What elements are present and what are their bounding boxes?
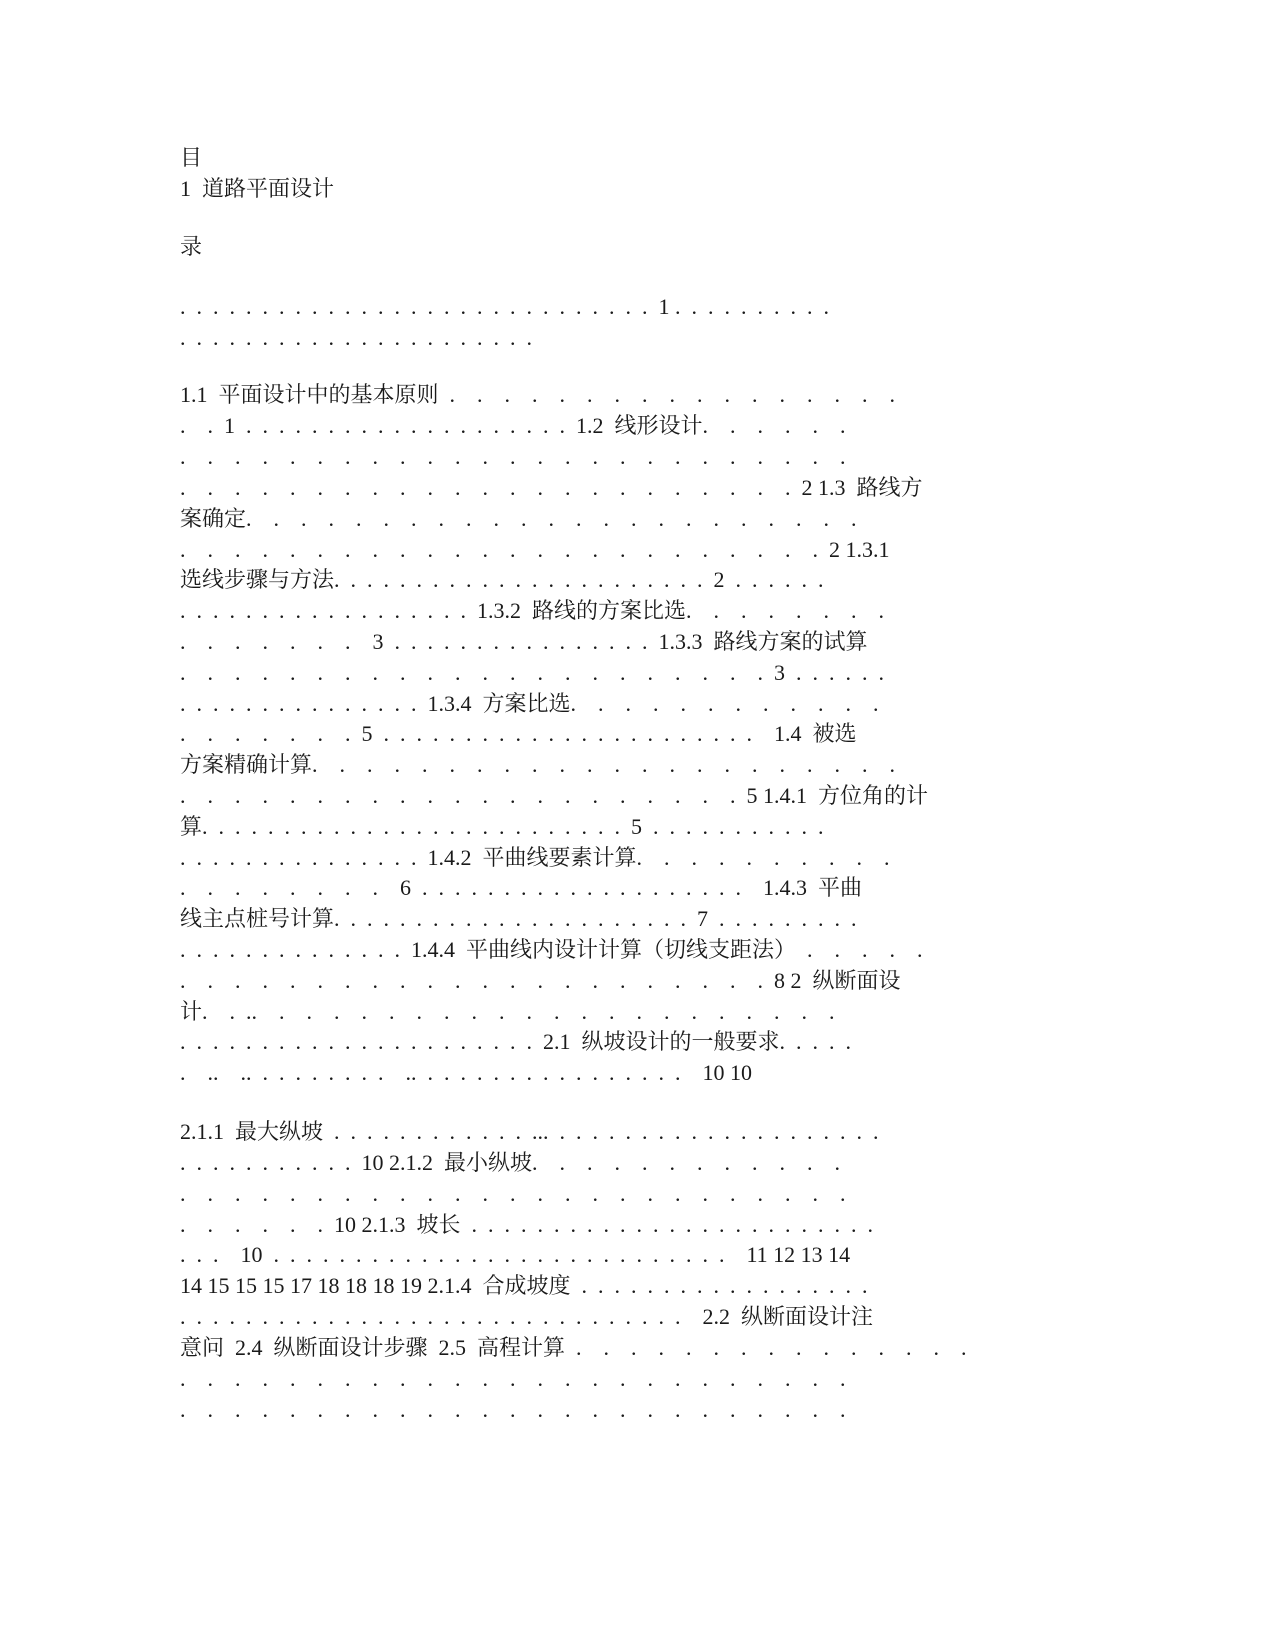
toc-line: 案确定. . . . . . . . . . . . . . . . . . . . . . . bbox=[180, 506, 857, 531]
toc-line: 14 15 15 15 17 18 18 18 19 2.1.4 合成坡度 . . . . . . . . . . . . . . . . . . bbox=[180, 1273, 868, 1298]
toc-line: . . . . . . . . 6 . . . . . . . . . . . . . . . . . . . . 1.4.3 平曲 bbox=[180, 875, 863, 900]
toc-line: . . . . . . . 5 . . . . . . . . . . . . . . . . . . . . . . . 1.4 被选 bbox=[180, 721, 857, 746]
toc-line: . . . . . . . . . . . 10 2.1.2 最小纵坡. . . . . . . . . . . . bbox=[180, 1150, 841, 1175]
toc-line: . . . . . . . . . . . . . . . . . . . . . . . . . . . . . 1 . . . . . . . . . . bbox=[180, 294, 829, 319]
toc-line: . . . . . . . . . . . . . . . . . . . . . . bbox=[180, 325, 532, 350]
toc-line: . . . . . . . . . . . . . . . 1.3.4 方案比选. . . . . . . . . . . . bbox=[180, 691, 879, 716]
toc-line: . . . . . . . . . . . . . . . . . . . . . . 2.1 纵坡设计的一般要求. . . . . bbox=[180, 1029, 852, 1054]
toc-line: . . . . . . . . . . . . . . . . . . . . . . 3 . . . . . . bbox=[180, 660, 884, 685]
toc-line: . . . . . . . . . . . . . . . . . . 1.3.2 路线的方案比选. . . . . . . . bbox=[180, 598, 885, 623]
toc-line: . . . . . . . . . . . . . . . . . . . . . 5 1.4.1 方位角的计 bbox=[180, 783, 929, 808]
toc-line: . . . . . . . . . . . . . . . . . . . . . . . . . . . . . . . 2.2 纵断面设计注 bbox=[180, 1304, 874, 1329]
toc-line: 线主点桩号计算. . . . . . . . . . . . . . . . . . . . . . 7 . . . . . . . . . bbox=[180, 906, 857, 931]
toc-line: . . 1 . . . . . . . . . . . . . . . . . . . . 1.2 线形设计. . . . . . bbox=[180, 413, 846, 438]
toc-line: . .. .. . . . . . . . . .. . . . . . . . . . . . . . . . . 10 10 bbox=[180, 1060, 752, 1085]
toc-line: . . . . . . . . . . . . . . . . . . . . . . . . . bbox=[180, 444, 846, 469]
toc-line: 选线步骤与方法. . . . . . . . . . . . . . . . . . . . . . . 2 . . . . . . bbox=[180, 567, 824, 592]
toc-line: . . . . . . . . . . . . . . . . . . . . . . . 2 1.3 路线方 bbox=[180, 475, 923, 500]
toc-line: 意问 2.4 纵断面设计步骤 2.5 高程计算 . . . . . . . . . . . . . . . bbox=[180, 1335, 967, 1360]
heading-char-lu: 录 bbox=[180, 234, 203, 259]
toc-line: . . . . . . 10 2.1.3 坡长 . . . . . . . . . . . . . . . . . . . . . . . . . bbox=[180, 1212, 874, 1237]
toc-line: . . . . . . . 3 . . . . . . . . . . . . . . . . 1.3.3 路线方案的试算 bbox=[180, 629, 868, 654]
toc-line: . . . . . . . . . . . . . . . . . . . . . . 8 2 纵断面设 bbox=[180, 968, 901, 993]
toc-line: 计. . .. . . . . . . . . . . . . . . . . . . . . . bbox=[180, 999, 835, 1024]
heading-char-mu: 目 bbox=[180, 145, 203, 170]
toc-line: . . . . . . . . . . . . . . 1.4.4 平曲线内设计计算（切线支距法） . . . . . bbox=[180, 937, 923, 962]
chapter-1-title: 1 道路平面设计 bbox=[180, 176, 335, 201]
toc-line: 算. . . . . . . . . . . . . . . . . . . . . . . . . . 5 . . . . . . . . . . . bbox=[180, 814, 824, 839]
toc-line: . . . . . . . . . . . . . . . . . . . . . . . . . bbox=[180, 1181, 846, 1206]
toc-line: . . . . . . . . . . . . . . . . . . . . . . . . . bbox=[180, 1366, 846, 1391]
toc-line: . . . . . . . . . . . . . . . . . . . . . . . . 2 1.3.1 bbox=[180, 537, 890, 562]
toc-line: 方案精确计算. . . . . . . . . . . . . . . . . . . . . . bbox=[180, 752, 896, 777]
toc-line: . . . . . . . . . . . . . . . 1.4.2 平曲线要素计算. . . . . . . . . . bbox=[180, 845, 890, 870]
toc-line: 1.1 平面设计中的基本原则 . . . . . . . . . . . . . . . . . bbox=[180, 382, 896, 407]
toc-line: . . . . . . . . . . . . . . . . . . . . . . . . . bbox=[180, 1397, 846, 1422]
toc-line: 2.1.1 最大纵坡 . . . . . . . . . . . . ... . . . . . . . . . . . . . . . . . . . . bbox=[180, 1119, 879, 1144]
toc-line: . . . 10 . . . . . . . . . . . . . . . . . . . . . . . . . . . . 11 12 13 14 bbox=[180, 1242, 851, 1267]
